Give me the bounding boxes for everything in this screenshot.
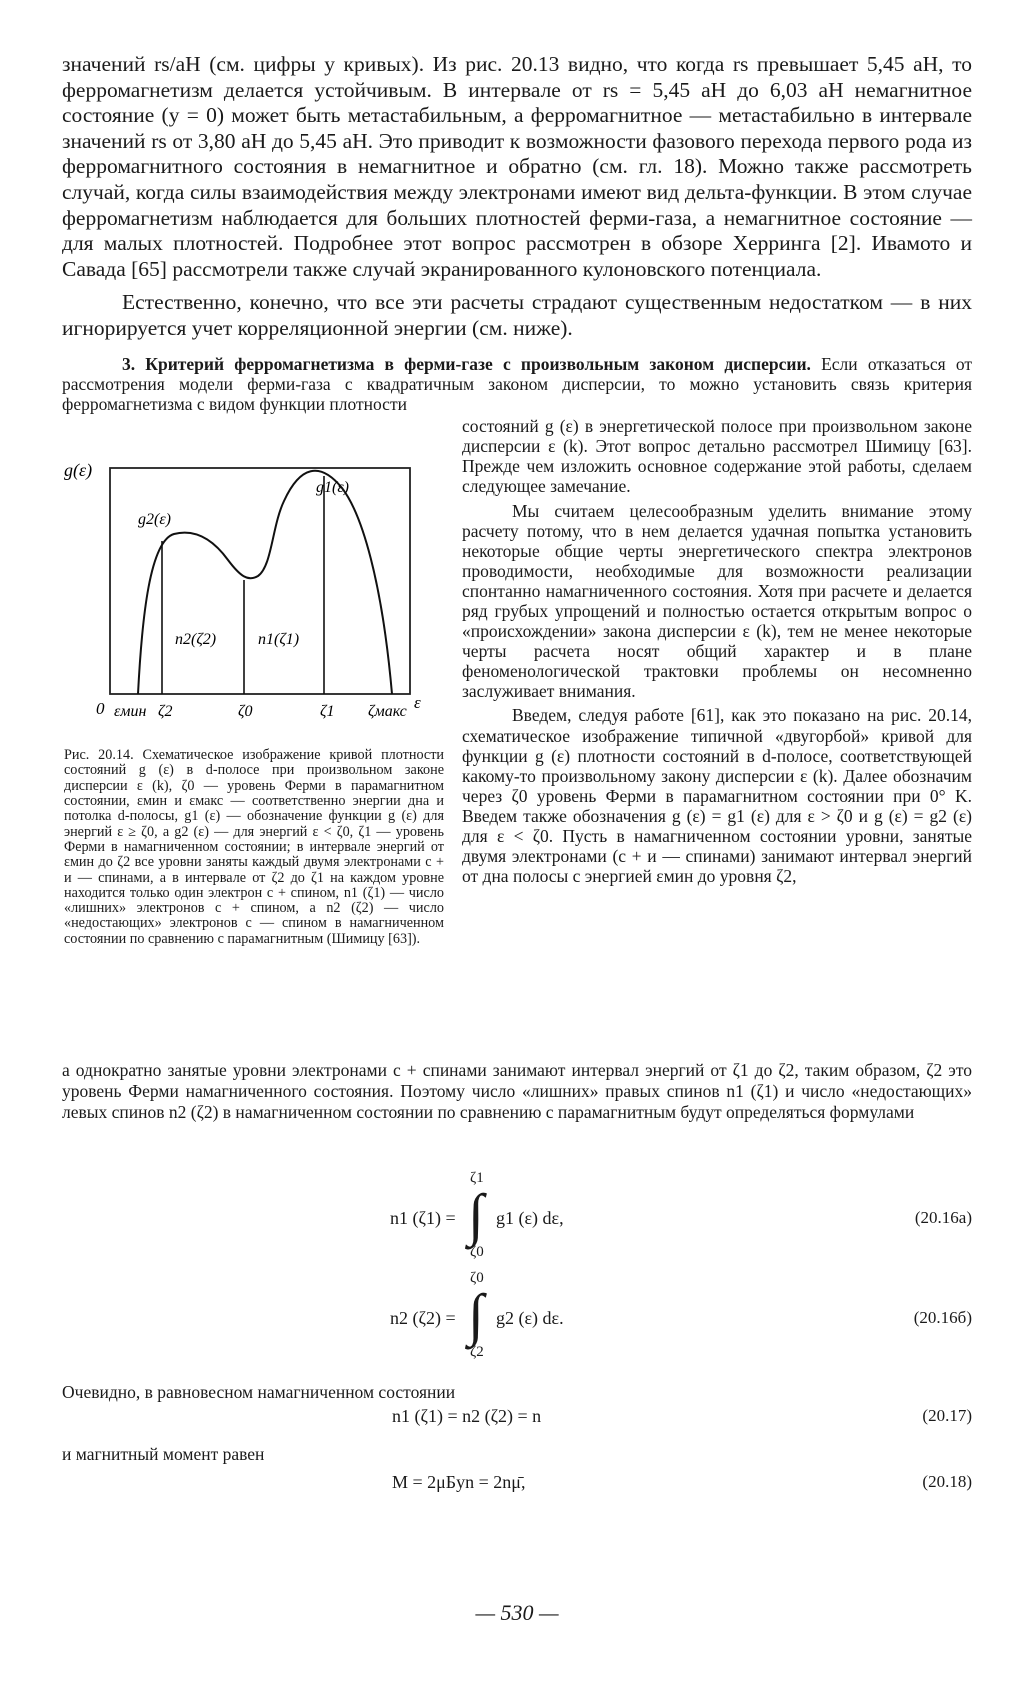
equation-20-16b xyxy=(62,1270,972,1364)
eq1-integrand: g1 (ε) dε, xyxy=(496,1208,564,1229)
x-axis-label: ε xyxy=(414,693,421,713)
paragraph-2: Естественно, конечно, что все эти расчеты страдают существенным недостатком — в них игнорируется учет корреляционной энергии (см. ниже). xyxy=(62,290,972,340)
equation-20-18 xyxy=(62,1472,972,1502)
eq1-integral-sign: ∫ xyxy=(468,1182,484,1248)
paragraph-1: значений rs/aH (см. цифры у кривых). Из рис. 20.13 видно, что когда rs превышает 5,45 aH, то ферромагнетизм делается устойчивым. В интервале от rs = 5,45 aH до 6,03 aH немагнитное состояние (y = 0) может быть метастабильным, а ферромагнитное — метастабильно в интервале значений rs от 3,80 aH до 5,45 aH. Это приводит к возможности фазового перехода первого рода из ферромагнитного состояния в немагнитное и обратно (см. гл. 18). Можно также рассмотреть случай, когда силы взаимодействия между электронами имеют вид дельта-функции. В этом случае ферромагнетизм наблюдается для больших плотностей ферми-газа, а немагнитное состояние — для малых плотностей. Подробнее этот вопрос рассмотрен в обзоре Херринга [2]. Ивамото и Савада [65] рассмотрели также случай экранированного кулоновского потенциала. xyxy=(62,52,972,281)
equation-20-16a xyxy=(62,1170,972,1264)
text-before-eq4: и магнитный момент равен xyxy=(62,1444,265,1465)
page-number: — 530 — xyxy=(475,1600,559,1625)
right-paragraph-1: состояний g (ε) в энергетической полосе при произвольном законе дисперсии ε (k). Этот вопрос детально рассмотрел Шимицу [63]. Прежде чем изложить основное содержание этой работы, сделаем следующее замечание. xyxy=(462,416,972,497)
emax-label: ζмакс xyxy=(368,703,407,721)
g2-label: g2(ε) xyxy=(138,511,171,529)
eq2-lhs: n2 (ζ2) = xyxy=(390,1308,456,1329)
eq2-upper: ζ0 xyxy=(470,1270,484,1287)
figure-20-14 xyxy=(62,416,447,947)
y-axis-label: g(ε) xyxy=(64,460,93,481)
zeta0-label: ζ0 xyxy=(238,703,253,721)
eq1-upper: ζ1 xyxy=(470,1170,484,1187)
eq2-number: (20.16б) xyxy=(913,1308,972,1328)
section-text xyxy=(62,354,972,415)
eq4-expr: M = 2μБyn = 2nμ̄, xyxy=(392,1472,526,1493)
eq1-lhs: n1 (ζ1) = xyxy=(390,1208,456,1229)
section-heading: 3. Критерий ферромагнетизма в ферми-газе с произвольным законом дисперсии. xyxy=(122,353,811,374)
density-curve xyxy=(138,471,392,694)
n1-label: n1(ζ1) xyxy=(258,631,300,649)
eq2-integral-sign: ∫ xyxy=(468,1282,484,1348)
zeta2-label: ζ2 xyxy=(158,703,173,721)
eq4-number: (20.18) xyxy=(922,1472,972,1492)
eq1-lower: ζ0 xyxy=(470,1244,484,1261)
dos-plot xyxy=(62,416,447,746)
continuation-text: а однократно занятые уровни электронами с + спинами занимают интервал энергий от ζ1 до ζ2, таким образом, ζ2 это уровень Ферми намагниченного состояния. Поэтому число «лишних» правых спинов n1 (ζ1) и число «недостающих» левых спинов n2 (ζ2) в намагниченном состоянии по сравнению с парамагнитным будут определяться формулами xyxy=(62,1060,972,1122)
page xyxy=(62,52,972,1625)
n2-label: n2(ζ2) xyxy=(175,631,217,649)
text-before-eq3: Очевидно, в равновесном намагниченном состоянии xyxy=(62,1382,456,1403)
emin-label: εмин xyxy=(114,703,147,721)
eq2-integrand: g2 (ε) dε. xyxy=(496,1308,564,1329)
right-paragraph-3: Введем, следуя работе [61], как это показано на рис. 20.14, схематическое изображение типичной «двугорбой» кривой для функции g (ε) плотности состояний в d-полосе, соответствующей какому-то произвольному закону дисперсии ε (k). Далее обозначим через ζ0 уровень Ферми в парамагнитном состоянии при 0° K. Введем также обозначения g (ε) = g1 (ε) для ε > ζ0 и g (ε) = g2 (ε) для ε < ζ0. Пусть в намагниченном состоянии уровни, занятые двумя электронами (с + и — спинами) занимают интервал энергий от дна полосы с энергией εмин до уровня ζ2, xyxy=(462,705,972,887)
eq2-lower: ζ2 xyxy=(470,1344,484,1361)
g1-label: g1(ε) xyxy=(316,479,349,497)
zeta1-label: ζ1 xyxy=(320,703,335,721)
plot-frame xyxy=(110,468,410,694)
origin-label: 0 xyxy=(96,699,105,719)
section-intro: Если отказаться от рассмотрения модели ферми-газа с квадратичным законом дисперсии, то можно установить связь критерия ферромагнетизма с видом функции плотности xyxy=(62,353,972,414)
eq3-expr: n1 (ζ1) = n2 (ζ2) = n xyxy=(392,1406,542,1427)
right-column xyxy=(462,416,972,886)
eq3-number: (20.17) xyxy=(922,1406,972,1426)
eq1-number: (20.16а) xyxy=(914,1208,972,1228)
right-paragraph-2: Мы считаем целесообразным уделить внимание этому расчету потому, что в нем делается удачная попытка установить некоторые общие черты энергетического спектра электронов проводимости, необходимые для возможности реализации спонтанно намагниченного состояния. Хотя при расчете и делается ряд грубых упрощений и полностью остается открытым вопрос о «происхождении» закона дисперсии ε (k), тем не менее некоторые черты расчета носят общий характер и в плане феноменологической трактовки проблемы он несомненно заслуживает внимания. xyxy=(462,500,972,702)
figure-caption: Рис. 20.14. Схематическое изображение кривой плотности состояний g (ε) в d-полосе при произвольном законе дисперсии ε (k), ζ0 — уровень Ферми в парамагнитном состоянии, εмин и εмакс — соответственно энергии дна и потолка d-полосы, g1 (ε) — обозначение функции g (ε) для энергий ε ≥ ζ0, а g2 (ε) — для энергий ε < ζ0, ζ1 — уровень Ферми в намагниченном состоянии; в интервале энергий от εмин до ζ2 все уровни заняты каждый двумя электронами с + и — спинами, а в интервале от ζ2 до ζ1 на каждом уровне находится только один электрон с + спином, n1 (ζ1) — число «лишних» электронов с + спином, а n2 (ζ2) — число «недостающих» электронов с — спином в намагниченном состоянии по сравнению с парамагнитным (Шимицу [63]). xyxy=(64,747,444,947)
equation-20-17 xyxy=(62,1406,972,1436)
